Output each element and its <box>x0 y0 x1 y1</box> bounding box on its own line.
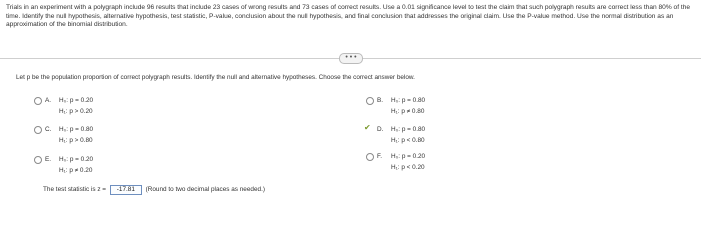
more-button[interactable]: • • • <box>339 53 363 64</box>
null-hypothesis: H₀: p = 0.20 <box>59 156 94 163</box>
option-letter: B. <box>377 97 384 104</box>
option-letter: F. <box>377 153 382 160</box>
null-hypothesis: H₀: p = 0.80 <box>391 126 426 133</box>
radio-button[interactable] <box>34 156 42 164</box>
radio-button[interactable] <box>34 126 42 134</box>
null-hypothesis: H₀: p = 0.80 <box>391 97 426 104</box>
alternative-hypothesis: H₁: p ≠ 0.80 <box>391 108 425 115</box>
checkmark-icon: ✔ <box>364 123 371 132</box>
alternative-hypothesis: H₁: p < 0.80 <box>391 137 425 144</box>
test-statistic-input[interactable]: -17.81 <box>110 185 142 195</box>
test-statistic-label: The test statistic is z = <box>43 186 107 193</box>
alternative-hypothesis: H₁: p < 0.20 <box>391 164 425 171</box>
radio-button[interactable] <box>366 153 374 161</box>
question-text: Let p be the population proportion of correct polygraph results. Identify the null and alternative hypotheses. Choose the correct answer below. <box>16 74 415 81</box>
alternative-hypothesis: H₁: p ≠ 0.20 <box>59 167 93 174</box>
null-hypothesis: H₀: p = 0.80 <box>59 126 94 133</box>
option-letter: C. <box>45 126 52 133</box>
option-letter: A. <box>45 97 52 104</box>
null-hypothesis: H₀: p = 0.20 <box>391 153 426 160</box>
option-letter: D. <box>377 126 384 133</box>
alternative-hypothesis: H₁: p > 0.20 <box>59 108 93 115</box>
radio-button[interactable] <box>366 97 374 105</box>
test-statistic-row <box>43 185 265 195</box>
radio-button[interactable] <box>34 97 42 105</box>
null-hypothesis: H₀: p = 0.20 <box>59 97 94 104</box>
problem-prompt: Trials in an experiment with a polygraph include 96 results that include 23 cases of wrong results and 73 cases of correct results. Use a 0.01 significance level to test the claim that such polygraph results are correct less than 80% of the time. Identify the null hypothesis, alternative hypothesis, test statistic, P-value, conclusion about the null hypothesis, and final conclusion that addresses the original claim. Use the P-value method. Use the normal distribution as an approximation of the binomial distribution. <box>6 4 691 29</box>
rounding-note: (Round to two decimal places as needed.) <box>145 186 265 193</box>
option-letter: E. <box>45 156 52 163</box>
alternative-hypothesis: H₁: p > 0.80 <box>59 137 93 144</box>
